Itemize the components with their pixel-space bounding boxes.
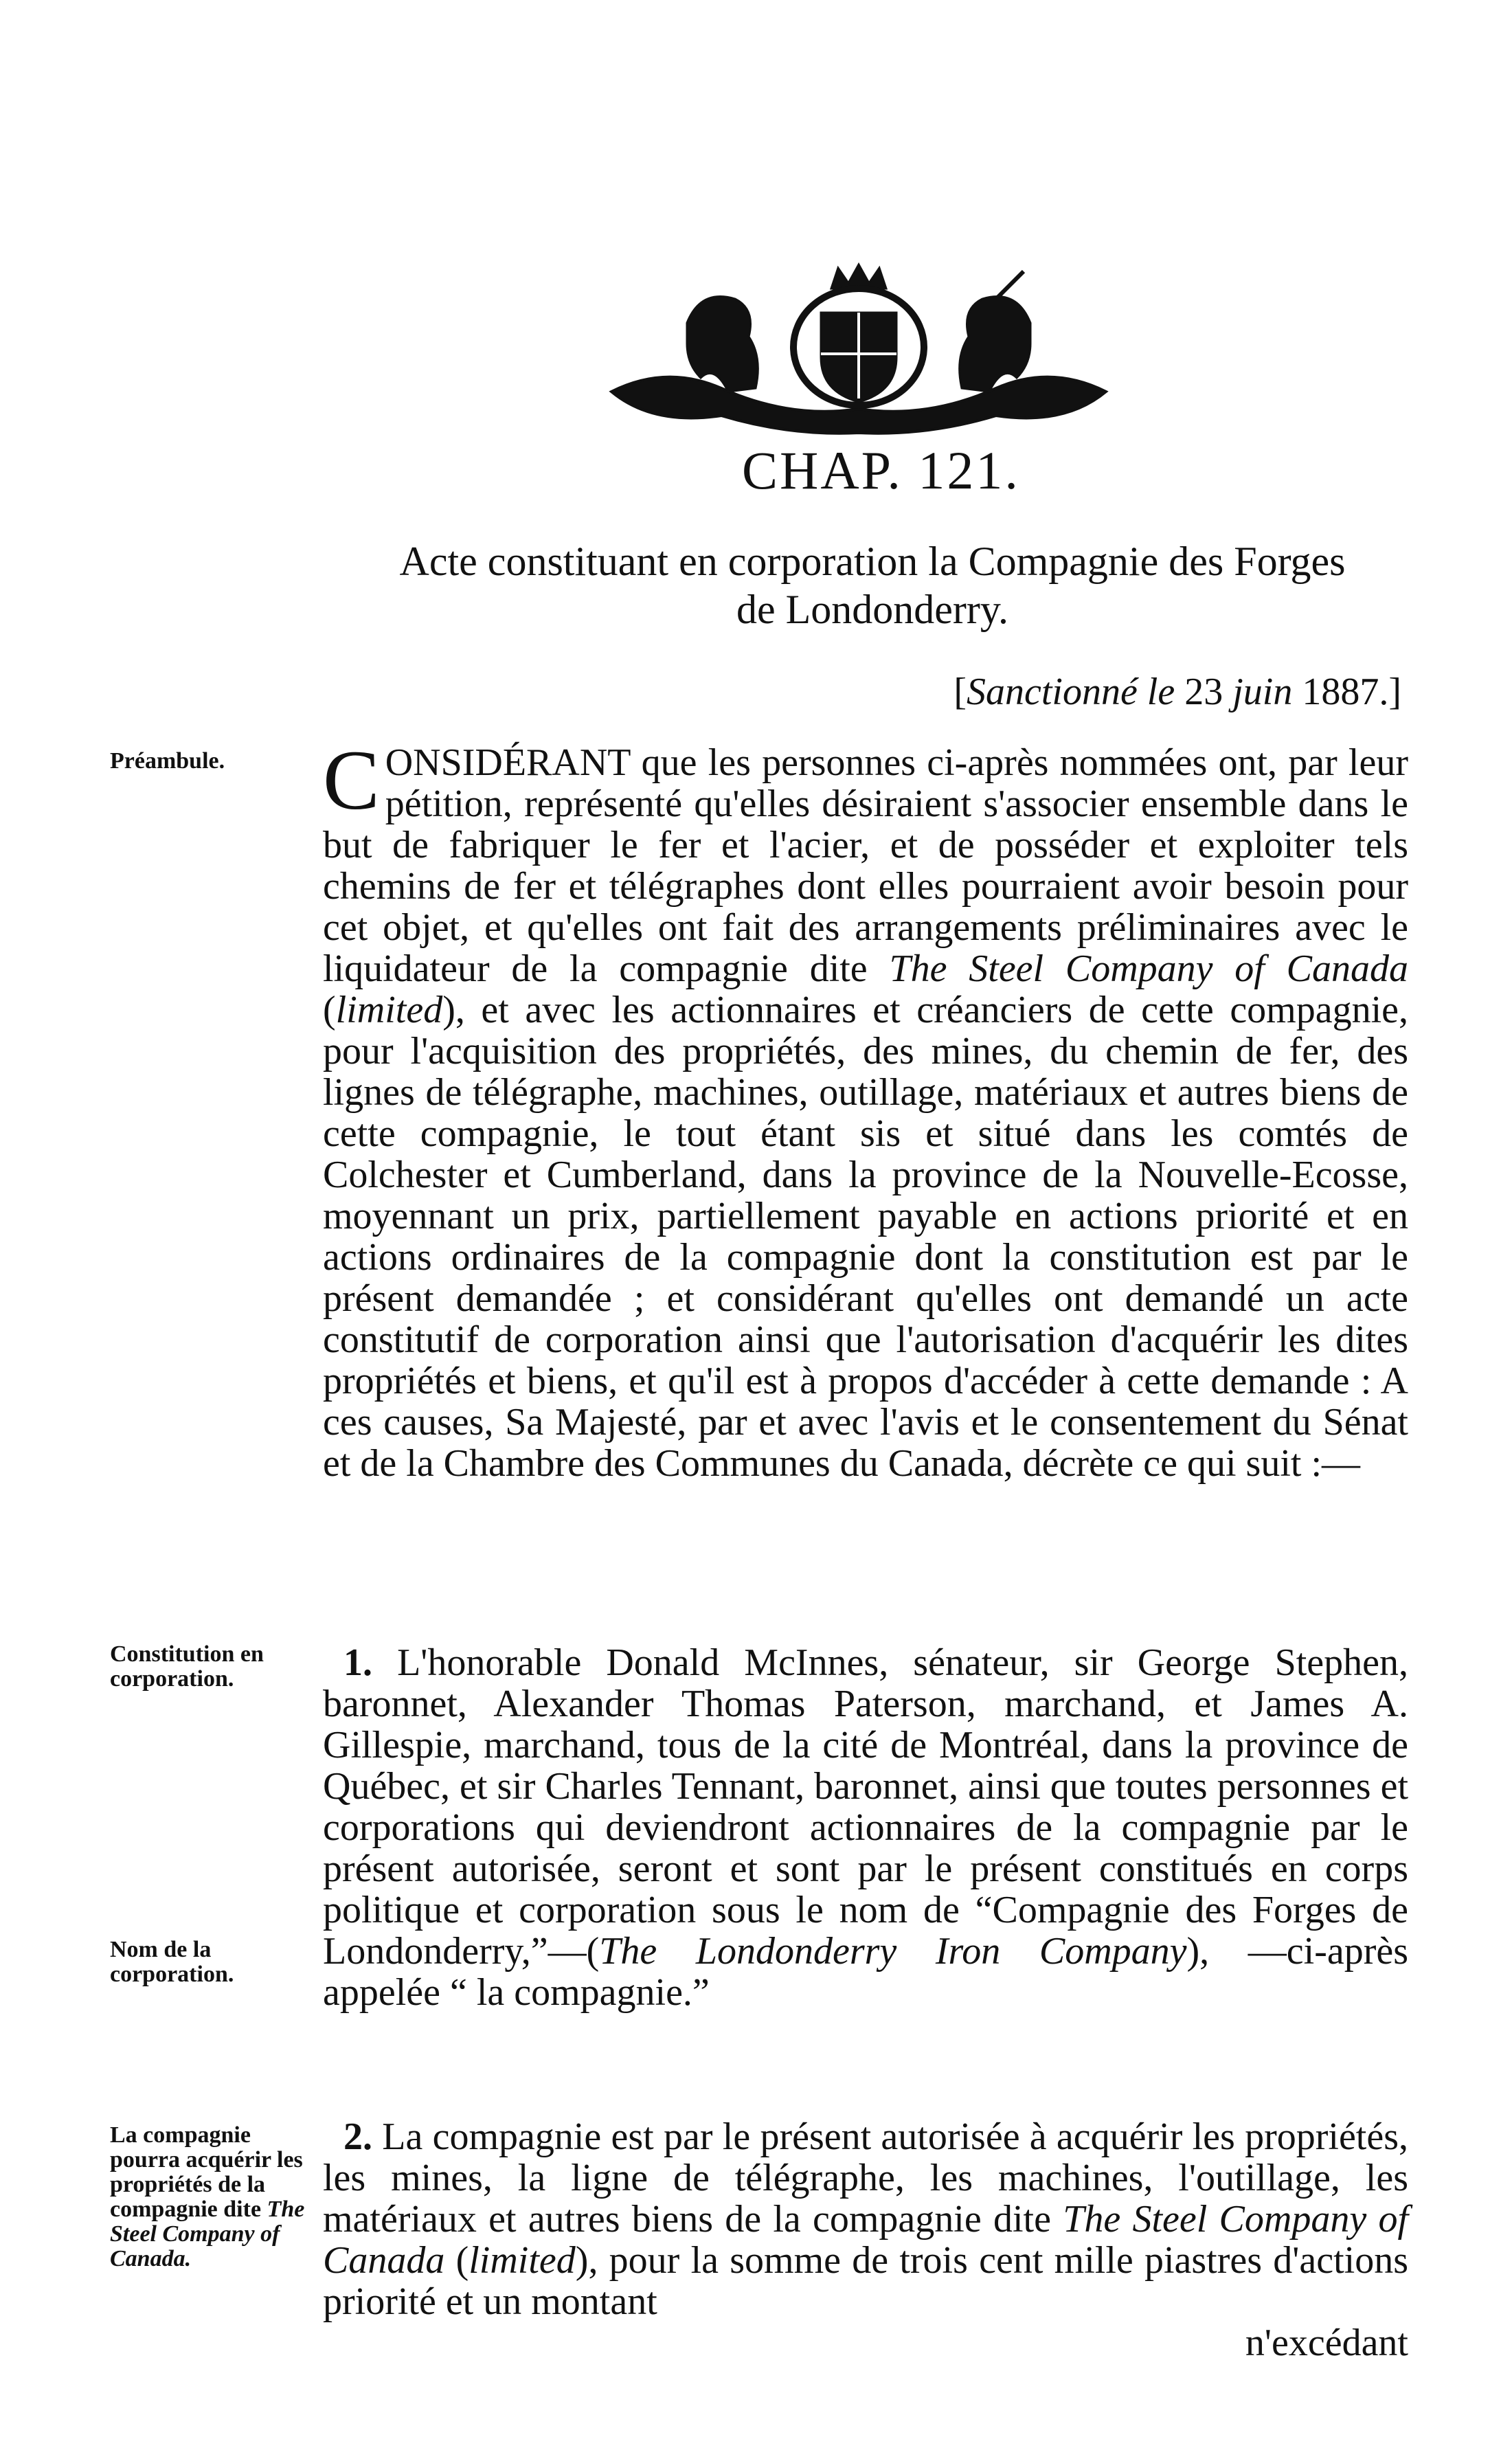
margin-note-acquire [110,2123,316,2271]
sanction-month: juin [1232,671,1293,713]
margin-note-constitution: Constitution en corporation. [110,1641,264,1692]
drop-cap: C [323,733,380,827]
sanction-label: Sanctionné le [966,671,1175,713]
chapter-heading: CHAP. 121. [742,440,1020,500]
margin-note-acquire-text: La compagnie pourra acquérir les propriétés de la compagnie dite [110,2122,303,2222]
act-title-line-2: de Londonderry. [736,587,1008,632]
act-title [323,537,1422,633]
preamble-paragraph: CONSIDÉRANT que les personnes ci-après nommées ont, par leur pétition, représenté qu'elles désiraient s'associer ensemble dans le but de fabriquer le fer et l'acier, et de posséder et exploiter tels chemins de fer et télégraphes dont elles pourraient avoir besoin pour cet objet, et qu'elles ont fait des arrangements préliminaires avec le liquidateur de la compagnie dite The Steel Company of Canada (limited), et avec les actionnaires et créanciers de cette compagnie, pour l'acquisition des propriétés, des mines, du chemin de fer, des lignes de télégraphe, machines, outillage, matériaux et autres biens de cette compagnie, le tout étant sis et situé dans les comtés de Colchester et Cumberland, dans la province de la Nouvelle-Ecosse, moyennant un prix, partiellement payable en actions priorité et en actions ordinaires de la compagnie dont la constitution est par le présent demandée ; et considérant qu'elles ont demandé un acte constitutif de corporation ainsi que l'autorisation d'acquérir les dites propriétés et biens, et qu'il est à propos d'accéder à cette demande : A ces causes, Sa Majesté, par et avec l'avis et le consentement du Sénat et de la Chambre des Communes du Canada, décrète ce qui suit :— [323,733,1409,1485]
section-1-text-a: L'honorable Donald McInnes, sénateur, sir George Stephen, baronnet, Alexander Thomas Paterson, marchand, et James A. Gillespie, marchand, tous de la cité de Montréal, dans la province de Québec, et sir Charles Tennant, baronnet, ainsi que toutes personnes et corporations qui deviendront actionnaires de la compagnie par le présent autorisée, seront et sont par le présent constitués en corps politique et corporation sous le nom de “Compagnie des Forges de Londonderry,”—( [323,1641,1409,1973]
section-1 [323,1642,1408,2013]
preamble-text-a: ONSIDÉRANT que les personnes ci-après nommées ont, par leur pétition, représenté qu'elles désiraient s'associer ensemble dans le but de fabriquer le fer et l'acier, et de posséder et exploiter tels chemins de fer et télégraphes dont elles pourraient avoir besoin pour cet objet, et qu'elles ont fait des arrangements préliminaires avec le liquidateur de la compagnie dite [323,741,1408,990]
margin-note-preamble: Préambule. [110,748,225,774]
section-1-number: 1. [343,1641,372,1684]
section-1-text-b: ), —ci-après appelée “ la compagnie.” [323,1930,1408,2014]
sanction-date [838,670,1401,714]
sanction-day: 23 [1175,671,1233,713]
margin-note-acquire-company: The Steel Company of Canada. [110,2197,305,2271]
section-1-company-name: The Londonderry Iron Company [599,1930,1187,1973]
preamble-company-name: The Steel Company of Canada [889,947,1409,990]
margin-note-name: Nom de la corporation. [110,1937,234,1987]
sanction-year: 1887.] [1292,671,1401,713]
section-2: 2. La compagnie est par le présent autorisée à acquérir les propriétés, les mines, la ligne de télégraphe, les machines, l'outillage, les matériaux et autres biens de la compagnie dite The Steel Company of Canada (limited), pour la somme de trois cent mille piastres d'actions priorité et un montant n'excédant [323,2115,1409,2364]
section-2-text-b: , pour la somme de trois cent mille piastres d'actions priorité et un montant [323,2239,1408,2323]
act-title-line-1: Acte constituant en corporation la Compagnie des Forges [399,539,1346,584]
sanction-open-bracket: [ [954,671,967,713]
section-2-continued: n'excédant [1245,2322,1408,2364]
preamble-limited: limited [335,989,443,1031]
royal-coat-of-arms [584,261,1133,440]
section-2-number: 2. [343,2115,372,2158]
section-2-limited: limited [469,2239,576,2282]
section-2-company-name: The Steel Company of Canada [323,2198,1409,2282]
section-2-text-a: La compagnie est par le présent autorisée à acquérir les propriétés, les mines, la ligne de télégraphe, les machines, l'outillage, les matériaux et autres biens de la compagnie dite [323,2115,1409,2241]
preamble-text-b: et avec les actionnaires et créanciers de cette compagnie, pour l'acquisition des propriétés, des mines, du chemin de fer, des lignes de télégraphe, machines, outillage, matériaux et autres biens de cette compagnie, le tout étant sis et situé dans les comtés de Colchester et Cumberland, dans la province de la Nouvelle-Ecosse, moyennant un prix, partiellement payable en actions priorité et en actions ordinaires de la compagnie dont la constitution est par le présent demandée ; et considérant qu'elles ont demandé un acte constitutif de corporation ainsi que l'autorisation d'acquérir les dites propriétés et biens, et qu'il est à propos d'accéder à cette demande : A ces causes, Sa Majesté, par et avec l'avis et le consentement du Sénat et de la Chambre des Communes du Canada, décrète ce qui suit :— [323,989,1408,1485]
